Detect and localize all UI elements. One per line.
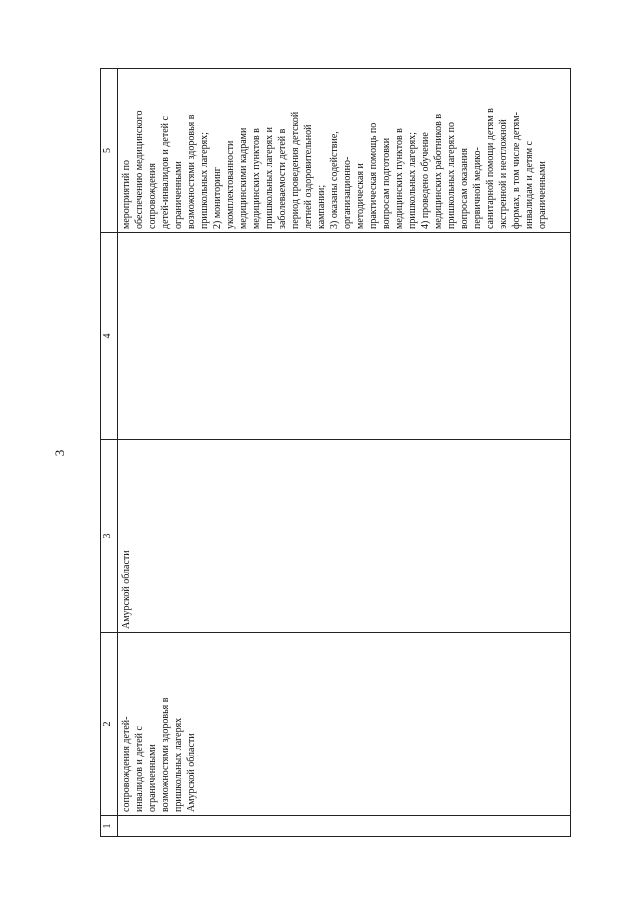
measures-table: [100, 68, 571, 837]
cell-col-4: [118, 233, 571, 440]
cell-line: ограниченными: [537, 161, 548, 229]
header-col-4: 4: [101, 233, 118, 440]
cell-line: пришкольных лагерях;: [199, 132, 210, 229]
cell-col-3: [118, 440, 571, 633]
cell-line: пришкольных лагерях по: [446, 121, 457, 229]
cell-line: Амурской области: [186, 733, 197, 812]
cell-line: кампании;: [316, 184, 327, 229]
page-number: 3: [52, 449, 67, 457]
cell-line: вопросам подготовки: [381, 137, 392, 229]
cell-line: заболеваемости детей в: [277, 128, 288, 229]
cell-line: летней оздоровительной: [303, 124, 314, 229]
cell-line: экстренной и неотложной: [498, 119, 509, 229]
cell-col-2: [118, 633, 571, 816]
cell-line: возможностями здоровья в: [186, 114, 197, 229]
cell-line: инвалидам и детям с: [524, 141, 535, 229]
cell-line: вопросам оказания: [459, 148, 470, 229]
table-row: [118, 69, 571, 837]
header-row: [101, 69, 118, 837]
cell-line: ограниченными: [173, 161, 184, 229]
cell-line: медицинских пунктов в: [251, 128, 262, 229]
cell-line: обеспечению медицинского: [134, 110, 145, 229]
cell-line: ограниченными: [147, 744, 158, 812]
cell-col-5: [118, 69, 571, 233]
cell-line: сопровождения: [147, 163, 158, 229]
cell-line: мероприятий по: [121, 160, 132, 229]
cell-line: детей-инвалидов и детей с: [160, 116, 171, 229]
cell-line: формах, в том числе детям-: [511, 112, 522, 229]
header-col-3: 3: [101, 440, 118, 633]
cell-line: возможностями здоровья в: [160, 697, 171, 812]
cell-line: укомплектованности: [225, 140, 236, 229]
cell-line: инвалидов и детей с: [134, 726, 145, 812]
rotated-table-container: [100, 69, 568, 837]
cell-line: организационно-: [342, 156, 353, 229]
cell-line: практическая помощь по: [368, 122, 379, 229]
cell-line: Амурской области: [121, 550, 132, 629]
cell-line: санитарной помощи детям в: [485, 108, 496, 229]
cell-col-1: [118, 816, 571, 837]
cell-line: 3) оказаны содействие,: [329, 131, 340, 229]
cell-line: 2) мониторинг: [212, 167, 223, 229]
cell-line: сопровождения детей-: [121, 716, 132, 812]
header-col-2: 2: [101, 633, 118, 816]
cell-line: 4) проведено обучение: [420, 132, 431, 229]
cell-line: пришкольных лагерях;: [407, 132, 418, 229]
cell-line: период проведения детской: [290, 111, 301, 229]
cell-line: медицинских работников в: [433, 113, 444, 229]
cell-line: медицинскими кадрами: [238, 127, 249, 229]
cell-line: пришкольных лагерях: [173, 717, 184, 812]
cell-line: пришкольных лагерях и: [264, 126, 275, 229]
header-col-1: 1: [101, 816, 118, 837]
cell-line: первичной медико-: [472, 147, 483, 229]
header-col-5: 5: [101, 69, 118, 233]
cell-line: медицинских пунктов в: [394, 128, 405, 229]
cell-line: методическая и: [355, 163, 366, 229]
